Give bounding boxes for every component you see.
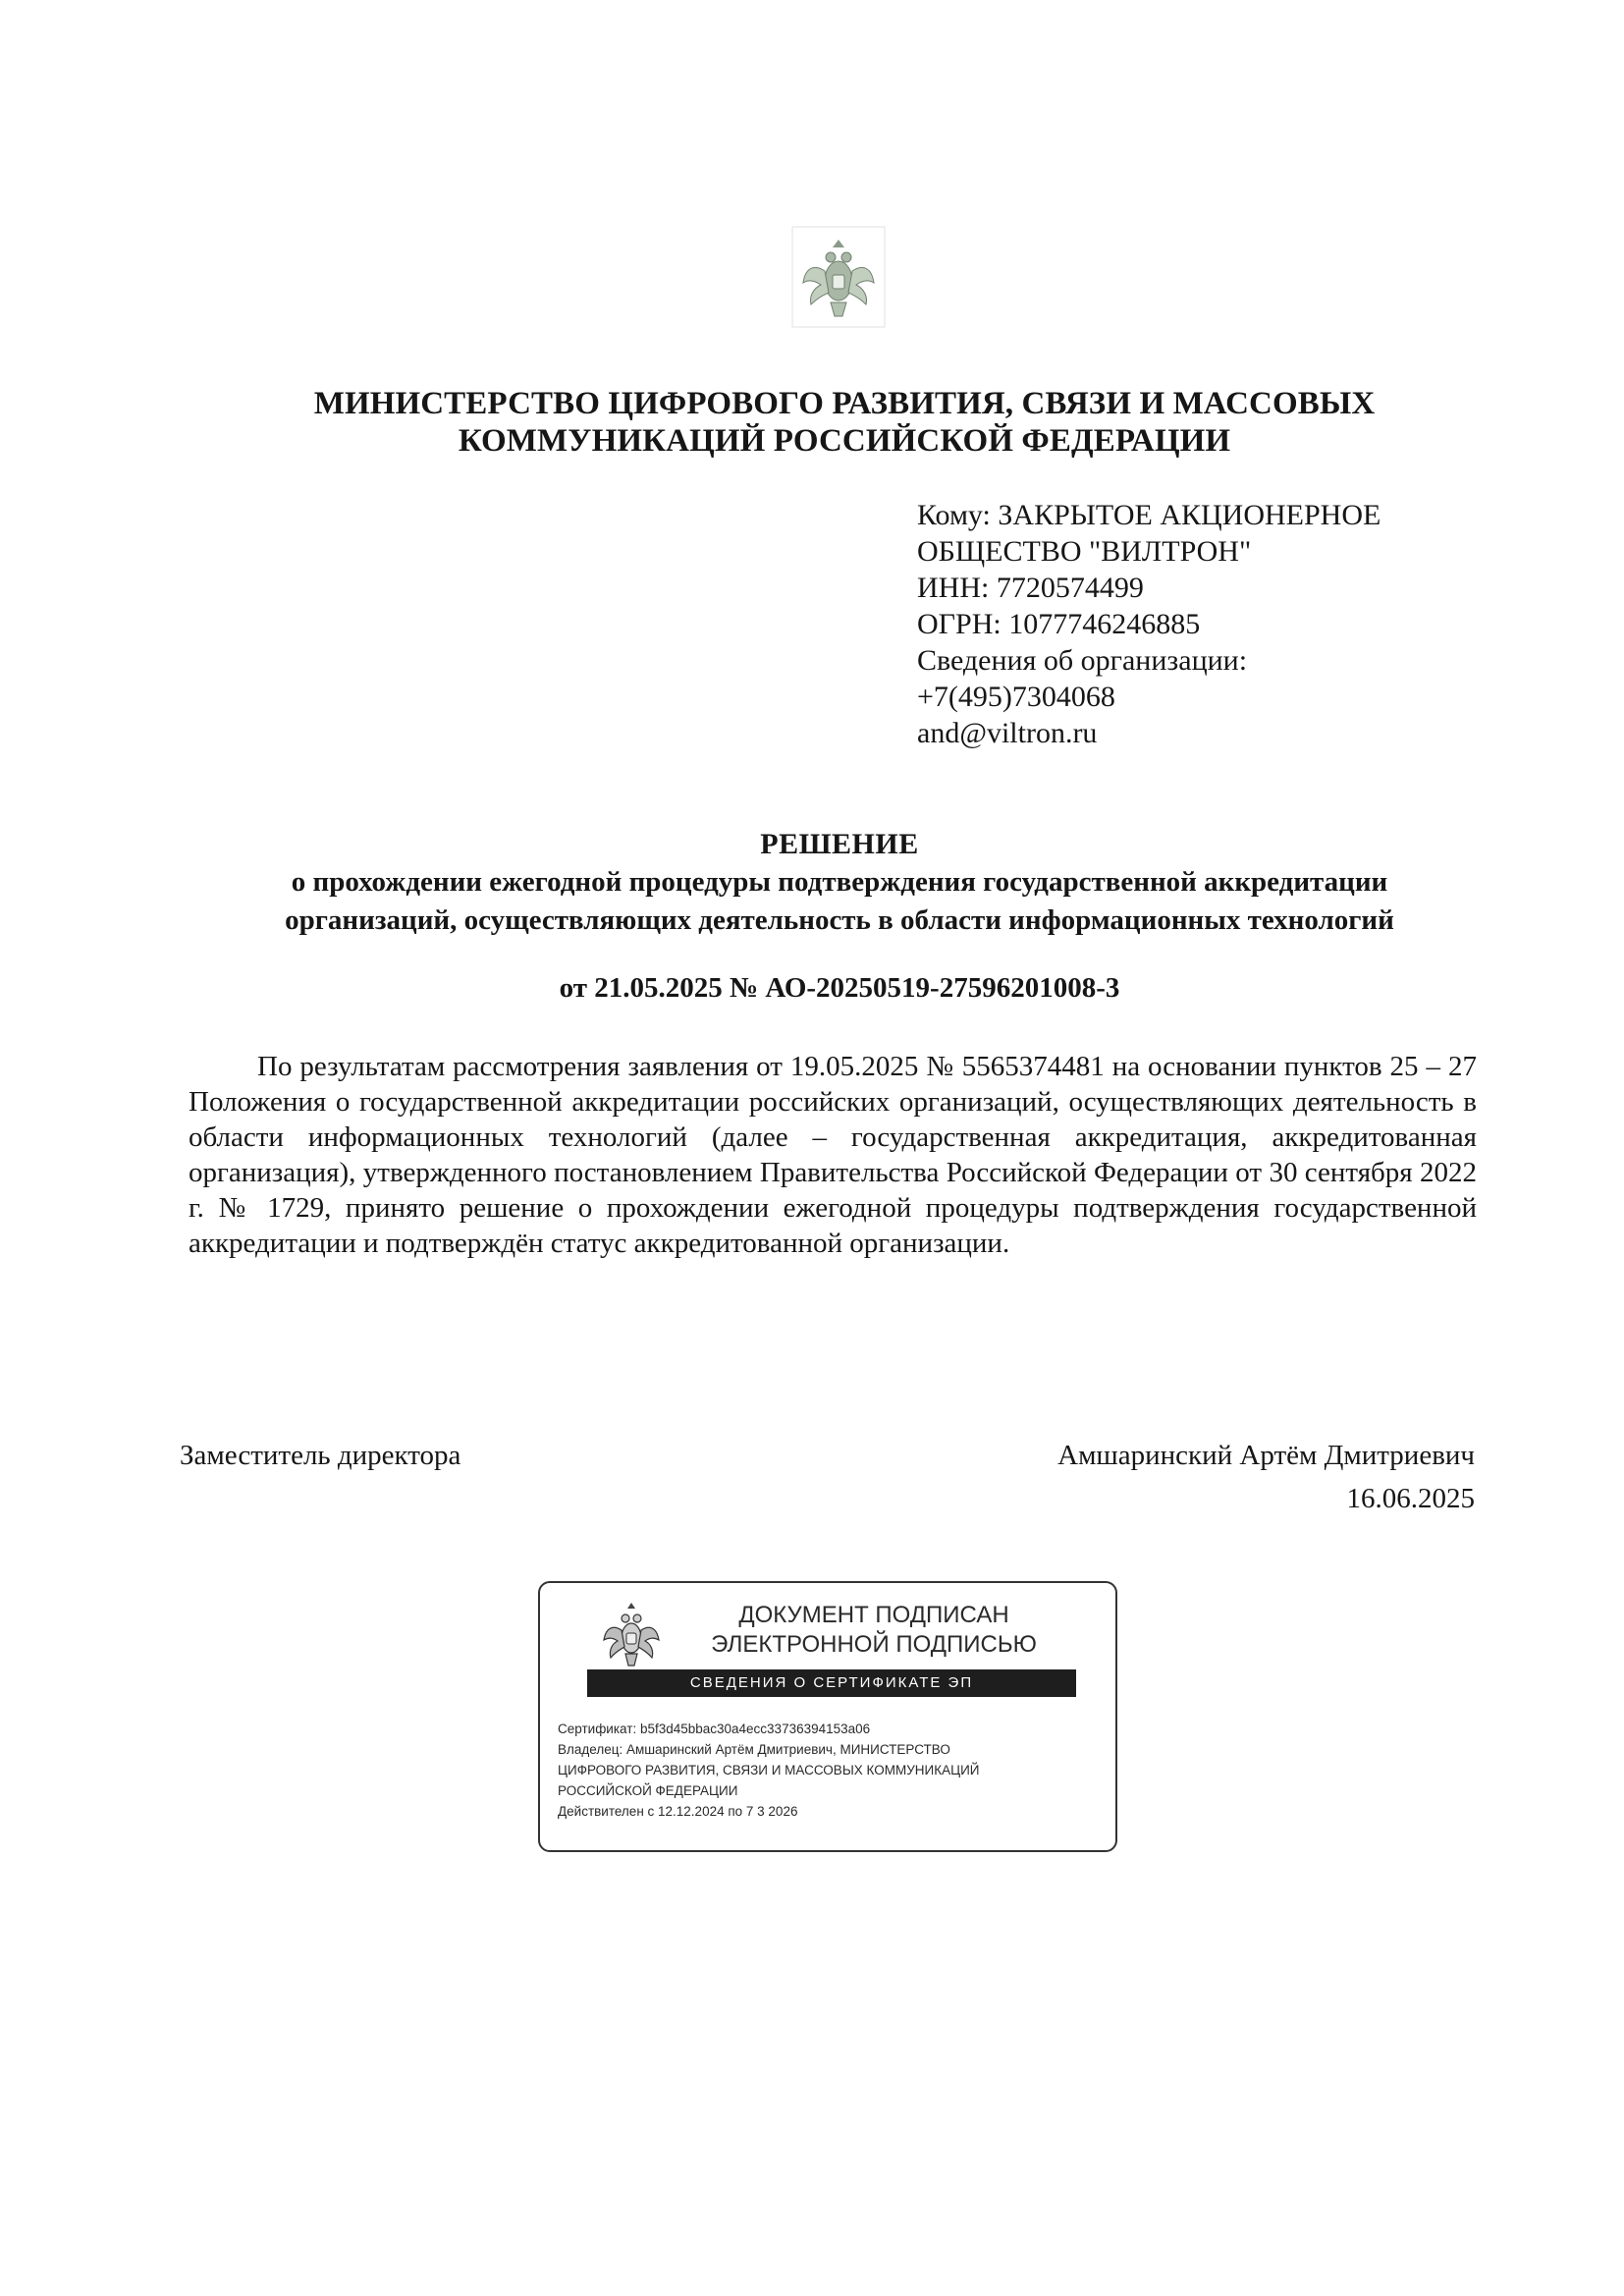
decision-title: РЕШЕНИЕ xyxy=(760,828,919,860)
stamp-certificate-bar: СВЕДЕНИЯ О СЕРТИФИКАТЕ ЭП xyxy=(587,1669,1076,1697)
decision-subtitle-line-2: организаций, осуществляющих деятельность в области информационных технологий xyxy=(285,904,1394,936)
addressee-line-1: Кому: ЗАКРЫТОЕ АКЦИОНЕРНОЕ xyxy=(917,499,1381,531)
decision-subtitle-line-1: о прохождении ежегодной процедуры подтверждения государственной аккредитации xyxy=(291,866,1388,898)
addressee-inn: ИНН: 7720574499 xyxy=(917,572,1144,604)
ministry-line-2: КОММУНИКАЦИЙ РОССИЙСКОЙ ФЕДЕРАЦИИ xyxy=(458,423,1231,459)
stamp-coat-of-arms-icon xyxy=(597,1597,666,1671)
addressee-line-2: ОБЩЕСТВО "ВИЛТРОН" xyxy=(917,535,1252,568)
addressee-email: and@viltron.ru xyxy=(917,717,1098,749)
addressee-info-label: Сведения об организации: xyxy=(917,644,1248,677)
decision-title-block xyxy=(147,825,1532,940)
sign-date: 16.06.2025 xyxy=(1346,1483,1475,1514)
stamp-owner-line-1: Владелец: Амшаринский Артём Дмитриевич, МИНИСТЕРСТВО xyxy=(558,1742,950,1757)
stamp-owner-line-2: ЦИФРОВОГО РАЗВИТИЯ, СВЯЗИ И МАССОВЫХ КОММУНИКАЦИЙ xyxy=(558,1763,980,1777)
coat-of-arms-icon xyxy=(791,226,886,328)
signer-name: Амшаринский Артём Дмитриевич xyxy=(1057,1440,1475,1471)
addressee-ogrn: ОГРН: 1077746246885 xyxy=(917,608,1201,640)
signer-position: Заместитель директора xyxy=(180,1440,461,1471)
stamp-certificate: Сертификат: b5f3d45bbac30a4ecc33736394153a06 xyxy=(558,1722,871,1736)
ministry-line-1: МИНИСТЕРСТВО ЦИФРОВОГО РАЗВИТИЯ, СВЯЗИ И МАССОВЫХ xyxy=(313,386,1376,421)
stamp-validity: Действителен с 12.12.2024 по 7 3 2026 xyxy=(558,1804,798,1819)
stamp-title xyxy=(687,1601,1060,1660)
addressee-phone: +7(495)7304068 xyxy=(917,681,1115,713)
addressee-block xyxy=(917,497,1526,751)
stamp-owner-line-3: РОССИЙСКОЙ ФЕДЕРАЦИИ xyxy=(558,1783,738,1798)
stamp-title-line-2: ЭЛЕКТРОННОЙ ПОДПИСЬЮ xyxy=(711,1631,1037,1658)
stamp-title-line-1: ДОКУМЕНТ ПОДПИСАН xyxy=(738,1602,1009,1628)
decision-number: от 21.05.2025 № АО-20250519-27596201008-3 xyxy=(559,972,1120,1004)
ministry-header xyxy=(177,385,1512,460)
electronic-signature-stamp xyxy=(538,1581,1117,1852)
decision-body: По результатам рассмотрения заявления от 19.05.2025 № 5565374481 на основании пунктов 25 – 27 Положения о государственной аккредитации российских организаций, осуществляющих деятельность в области информационных технологий (далее – государственная аккредитация, аккредитованная организация), утвержденного постановлением Правительства Российской Федерации от 30 сентября 2022 г. № 1729, принято решение о прохождении ежегодной процедуры подтверждения государственной аккредитации и подтверждён статус аккредитованной организации. xyxy=(189,1051,1477,1259)
stamp-details xyxy=(558,1719,1108,1822)
